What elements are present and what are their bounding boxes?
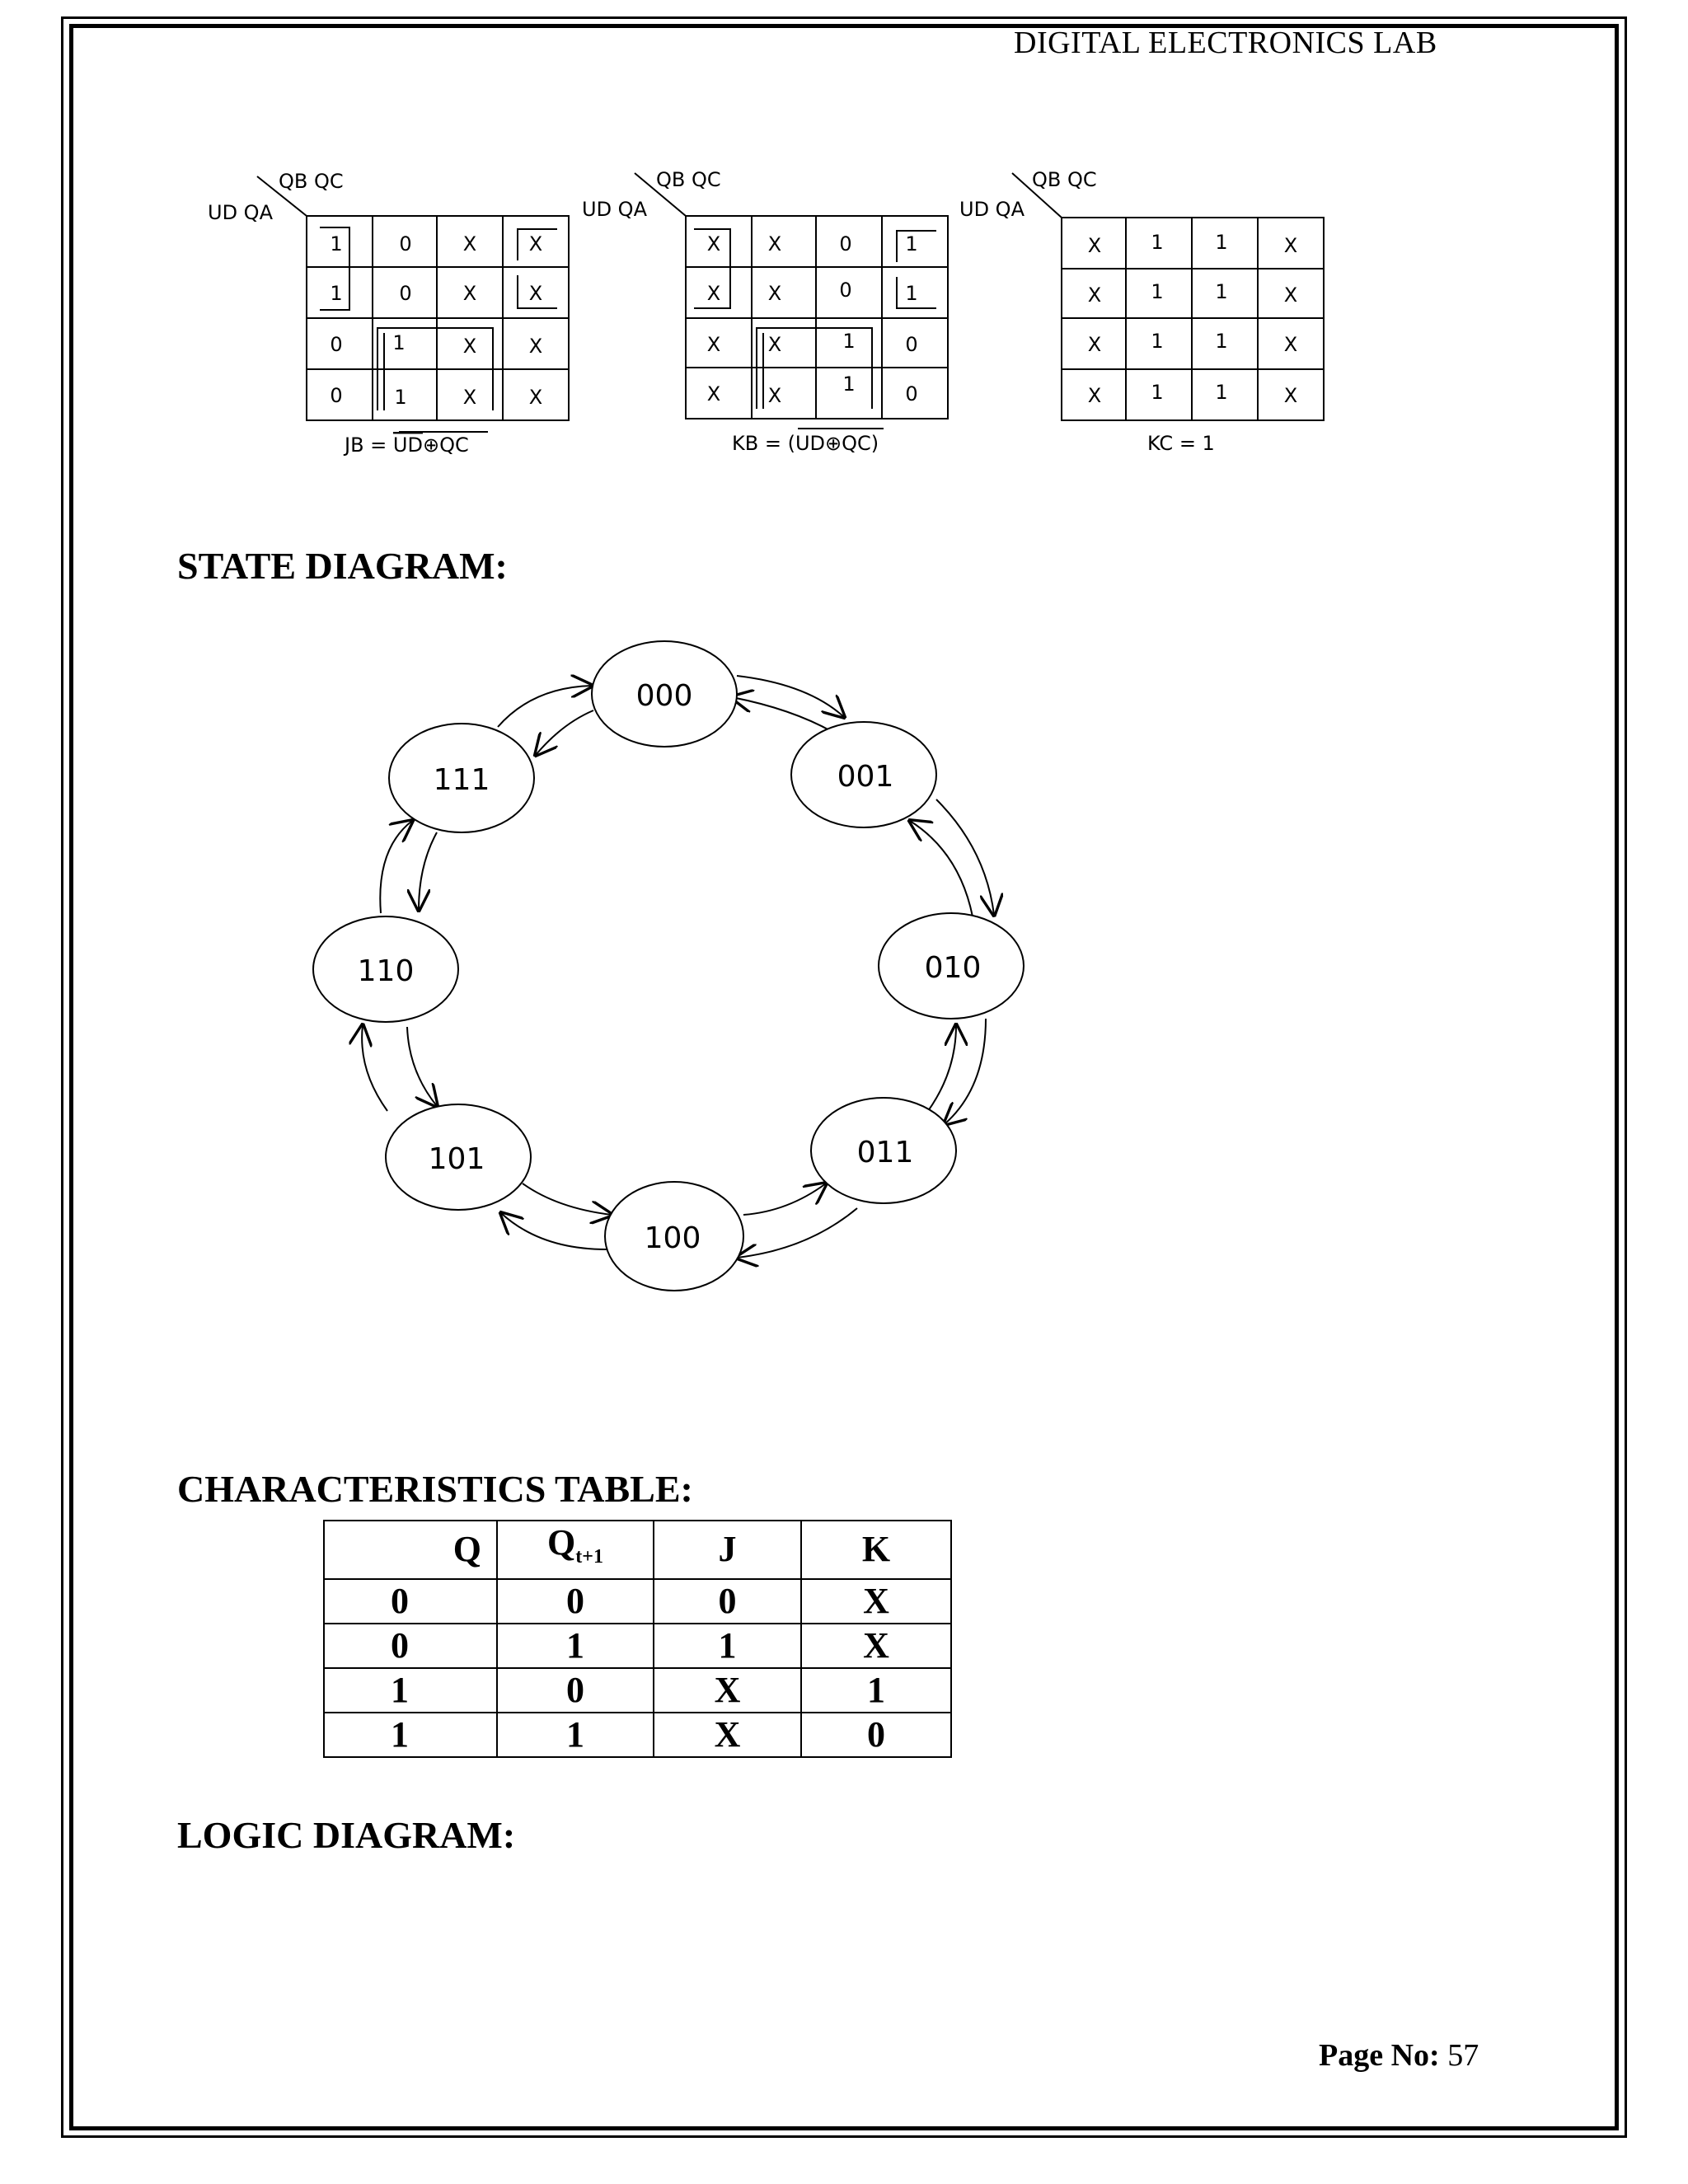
svg-text:X: X [706,282,721,305]
svg-text:0: 0 [399,282,412,305]
svg-text:X: X [1283,284,1298,307]
svg-text:X: X [1087,333,1102,356]
svg-text:X: X [528,335,543,358]
state-label: 101 [428,1142,485,1176]
svg-text:X: X [767,282,782,305]
kmap-equation: KB = (UD⊕QC) [732,432,879,455]
kmap-row-var: UD QA [959,198,1025,221]
col-header-k: K [801,1521,951,1579]
svg-text:1: 1 [1215,381,1228,404]
state-label: 011 [856,1136,914,1169]
state-label: 000 [635,679,693,713]
svg-text:X: X [528,282,543,305]
table-row: 1 0 X 1 [324,1668,951,1713]
svg-text:X: X [767,232,782,255]
table-row: 0 0 0 X [324,1579,951,1624]
characteristics-table [323,1520,952,1758]
svg-text:X: X [706,382,721,405]
svg-text:1: 1 [842,330,856,353]
svg-text:1: 1 [394,386,407,409]
svg-text:1: 1 [1151,231,1164,254]
kmap-col-var: QB QC [656,168,721,191]
svg-text:X: X [706,232,721,255]
svg-text:0: 0 [839,232,852,255]
svg-text:1: 1 [1215,231,1228,254]
kmap-col-var: QB QC [279,170,344,193]
page-number: Page No: 57 [1319,2038,1479,2073]
svg-text:1: 1 [392,331,406,354]
svg-text:0: 0 [905,333,918,356]
svg-text:X: X [462,232,477,255]
running-header: DIGITAL ELECTRONICS LAB [1014,26,1437,60]
kmap-row-var: UD QA [582,198,647,221]
svg-text:0: 0 [399,232,412,255]
svg-text:X: X [528,232,543,255]
svg-text:1: 1 [905,232,918,255]
svg-text:X: X [462,335,477,358]
col-header-j: J [654,1521,801,1579]
table-row: 0 1 1 X [324,1624,951,1668]
svg-text:1: 1 [1215,280,1228,303]
svg-text:X: X [462,282,477,305]
characteristics-table-heading: CHARACTERISTICS TABLE: [177,1468,693,1510]
svg-text:X: X [1087,284,1102,307]
state-label: 110 [357,954,415,988]
svg-text:1: 1 [1151,280,1164,303]
svg-text:1: 1 [330,232,343,255]
state-label: 100 [644,1221,701,1255]
kmap-col-var: QB QC [1032,168,1097,191]
svg-text:1: 1 [1151,330,1164,353]
kmap-equation: KC = 1 [1147,432,1215,455]
svg-text:X: X [1283,384,1298,407]
col-header-qt1: $Q_{t+1}$ [497,1521,654,1579]
state-diagram-heading: STATE DIAGRAM: [177,545,508,587]
svg-text:X: X [1283,333,1298,356]
svg-text:X: X [1087,234,1102,257]
svg-text:0: 0 [905,382,918,405]
state-label: 001 [837,760,894,794]
svg-text:X: X [767,333,782,356]
logic-diagram-heading: LOGIC DIAGRAM: [177,1814,516,1856]
svg-text:1: 1 [905,282,918,305]
svg-text:X: X [767,384,782,407]
svg-text:X: X [1283,234,1298,257]
state-label: 111 [433,763,490,797]
svg-text:1: 1 [1151,381,1164,404]
table-header-row [324,1521,951,1579]
svg-text:0: 0 [330,384,343,407]
svg-text:X: X [706,333,721,356]
svg-text:1: 1 [1215,330,1228,353]
col-header-q: Q [324,1521,497,1579]
kmap-equation: JB = UD⊕QC [345,434,469,457]
svg-text:X: X [462,386,477,409]
svg-text:1: 1 [842,373,856,396]
svg-text:1: 1 [330,282,343,305]
table-row: 1 1 X 0 [324,1713,951,1757]
svg-text:X: X [1087,384,1102,407]
state-label: 010 [924,951,982,985]
svg-text:0: 0 [330,333,343,356]
kmap-row-var: UD QA [208,201,273,224]
svg-text:X: X [528,386,543,409]
svg-text:0: 0 [839,279,852,302]
